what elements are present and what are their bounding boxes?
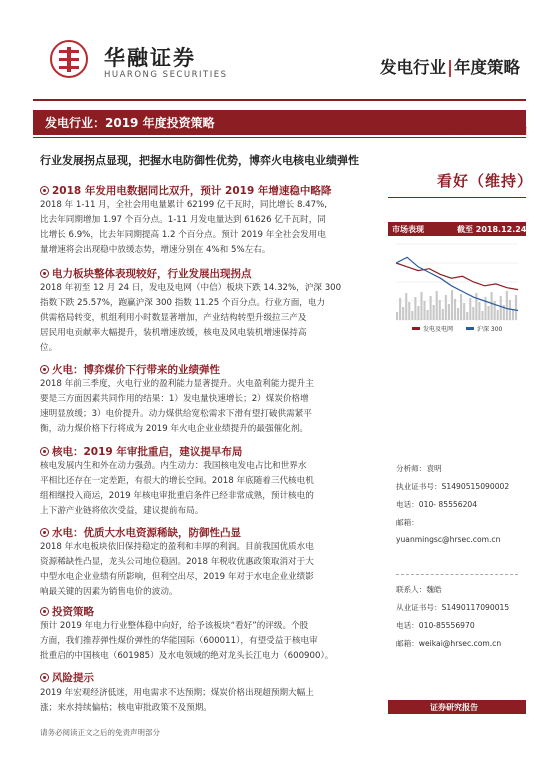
chart-bar (433, 305, 435, 320)
chart-bar (427, 310, 429, 320)
chart-bar (402, 307, 404, 320)
bullet-icon (40, 365, 49, 374)
analyst-2-phone: 电话：010-85556970 (396, 621, 475, 630)
rating-divider (388, 197, 526, 198)
analyst-1-name: 分析师：袁明 (396, 464, 442, 473)
section-body-2: 2018 年初至 12 月 24 日，发电及电网（中信）板块下跌 14.32%，沪深 300 指数下跌 25.57%，跑赢沪深 300 指数 11.25 个百分点。行业方面，电力 供需格局转变，机组利用小时数显著增加，产业结构转型升级拉三产及 居民用电贡献率大幅提升，装机增速放缓，核电及风电装机增速保持高 位。 (40, 283, 342, 353)
bullet-icon (40, 528, 49, 537)
section-heading-4: 核电：2019 年审批重启，建议提早布局 (40, 444, 242, 459)
chart-bar (442, 309, 444, 320)
chart-bar (405, 293, 407, 320)
section-body-4: 核电发展内生和外在动力强劲。内生动力：我国核电发电占比和世界水 平相比还存在一定差距，有很大的增长空间。2018 年底随着三代核电机 组相继投入商运，2019 年核电审批重启条件已经非常成熟，预计核电的 上下游产业链将依次受益，建议提前布局。 (40, 461, 314, 516)
chart-bar (457, 308, 459, 320)
chart-bar (488, 306, 490, 320)
chart-bar (439, 300, 441, 320)
chart-bar (436, 291, 438, 320)
bullet-icon (40, 186, 49, 195)
section-body-6: 预计 2019 年电力行业整体稳中向好，给予该板块“看好”的评级。个股 方面，我们推荐弹性煤价弹性的华能国际（600011），有望受益于核电审 批重启的中国核电（601985）及水电领域的绝对龙头长江电力（600900）。 (40, 621, 334, 661)
analyst-1-email-label: 邮箱： (396, 518, 419, 527)
section-body-5: 2018 年水电板块依旧保持稳定的盈利和丰厚的利润。目前我国优质水电 资源稀缺性凸显，龙头公司地位稳固。2018 年税收优惠政策取消对于大 中型水电企业业绩有所影响，但利空出尽，2019 年对于水电企业业绩影 响最关键的因素为销售电价的波动。 (40, 542, 314, 597)
chart-bar (420, 292, 422, 320)
chart-bar (478, 302, 480, 320)
chart-bar (466, 312, 468, 320)
section-heading-1: 2018 年发用电数据同比双升，预计 2019 年增速稳中略降 (40, 183, 331, 198)
chart-bar (423, 301, 425, 320)
analyst-1-phone: 电话：010- 85556204 (396, 500, 478, 509)
analyst-2-cert: 从业证书号：S1490117090015 (396, 603, 510, 612)
footer-bar-label: 证券研究报告 (430, 703, 478, 712)
chart-bar (481, 311, 483, 320)
logo-text: 华融证券 (104, 46, 196, 70)
chart-bar (472, 307, 474, 320)
analyst-1-email[interactable]: yuanmingsc@hrsec.com.cn (396, 535, 501, 544)
chart-bar (491, 292, 493, 320)
legend-swatch-power (412, 327, 420, 330)
chart-bar (399, 298, 401, 320)
chart-bar (497, 310, 499, 320)
section-heading-5: 水电：优质大水电资源稀缺，防御性凸显 (40, 525, 241, 540)
logo-text-en: HUARONG SECURITIES (104, 70, 228, 80)
chart-bar (506, 291, 508, 320)
chart-bar (460, 294, 462, 320)
chart-bar (408, 302, 410, 320)
header-title: 发电行业|年度策略 (380, 58, 521, 77)
bullet-icon (40, 607, 49, 616)
chart-bar (512, 309, 514, 320)
section-body-3: 2018 年前三季度，火电行业的盈利能力显著提升。火电盈利能力提升主 要是三方面因素共同作用的结果：1）发电量快速增长；2）煤炭价格增 速明显放缓；3）电价提升。动力煤供给宽松需求下滑有望打破供需紧平 衡，动力煤价格下行将成为 2019 年火电企业业绩提升的最强催化剂。 (40, 379, 314, 434)
headline: 行业发展拐点显现，把握水电防御性优势，博弈火电核电业绩弹性 (40, 154, 359, 167)
legend-label-hs300: 沪深 300 (477, 326, 503, 333)
logo-icon (50, 40, 88, 78)
market-date: 截至 2018.12.24 (457, 225, 527, 234)
section-body-7: 2019 年宏观经济低迷，用电需求不达预期；煤炭价格出现超预期大幅上 涨；来水持续偏枯；核电审批政策不及预期。 (40, 688, 314, 713)
report-title: 发电行业：2019 年度投资策略 (45, 116, 215, 130)
header-report-type: 年度策略 (454, 58, 521, 77)
analyst-2-email[interactable]: 邮箱：weikai@hrsec.com.cn (396, 639, 502, 648)
disclaimer: 请务必阅读正文之后的免责声明部分 (40, 728, 160, 737)
chart-bar (475, 293, 477, 320)
chart-bar (451, 290, 453, 320)
chart-bar (430, 296, 432, 320)
chart-bar (454, 299, 456, 320)
chart-bar (469, 298, 471, 320)
chart-bar (417, 306, 419, 320)
section-heading-2: 电力板块整体表现较好，行业发展出现拐点 (40, 266, 252, 281)
section-heading-3: 火电：博弈煤价下行带来的业绩弹性 (40, 362, 220, 377)
date-divider (33, 137, 526, 138)
header-divider (33, 99, 526, 101)
report-date: 2018 年 12 月 24 日 (435, 127, 528, 137)
analyst-2-name: 联系人：魏皓 (396, 585, 442, 594)
chart-bar (445, 295, 447, 320)
legend-label-power: 发电及电网 (423, 326, 454, 333)
legend-swatch-hs300 (466, 327, 474, 330)
section-heading-6: 投资策略 (40, 604, 94, 619)
rating: 看好（维持） (437, 172, 534, 190)
chart-bar (396, 312, 398, 320)
chart-bar (463, 303, 465, 320)
section-heading-7: 风险提示 (40, 670, 94, 685)
analyst-1-cert: 执业证书号：S1490515090002 (396, 482, 510, 491)
market-label: 市场表现 (392, 225, 424, 234)
bullet-icon (40, 269, 49, 278)
bullet-icon (40, 673, 49, 682)
section-body-1: 2018 年 1-11 月，全社会用电量累计 62199 亿千瓦时，同比增长 8.47%, 比去年同期增加 1.97 个百分点。1-11 月发电量达到 61626 亿千瓦时，同 比增长 6.9%，比去年同期提高 1.2 个百分点。预计 2019 年全社会发用电 量增速将会出现稳中放缓态势，增速分别在 4%和 5%左右。 (40, 200, 328, 255)
chart-bar (515, 295, 517, 320)
chart-bar (509, 300, 511, 320)
chart-bar (448, 304, 450, 320)
chart-bar (414, 297, 416, 320)
bullet-icon (40, 447, 49, 456)
chart-bar (411, 311, 413, 320)
chart-bar (500, 296, 502, 320)
market-chart (388, 238, 526, 338)
header-industry: 发电行业 (380, 58, 446, 77)
analyst-divider (396, 574, 518, 575)
